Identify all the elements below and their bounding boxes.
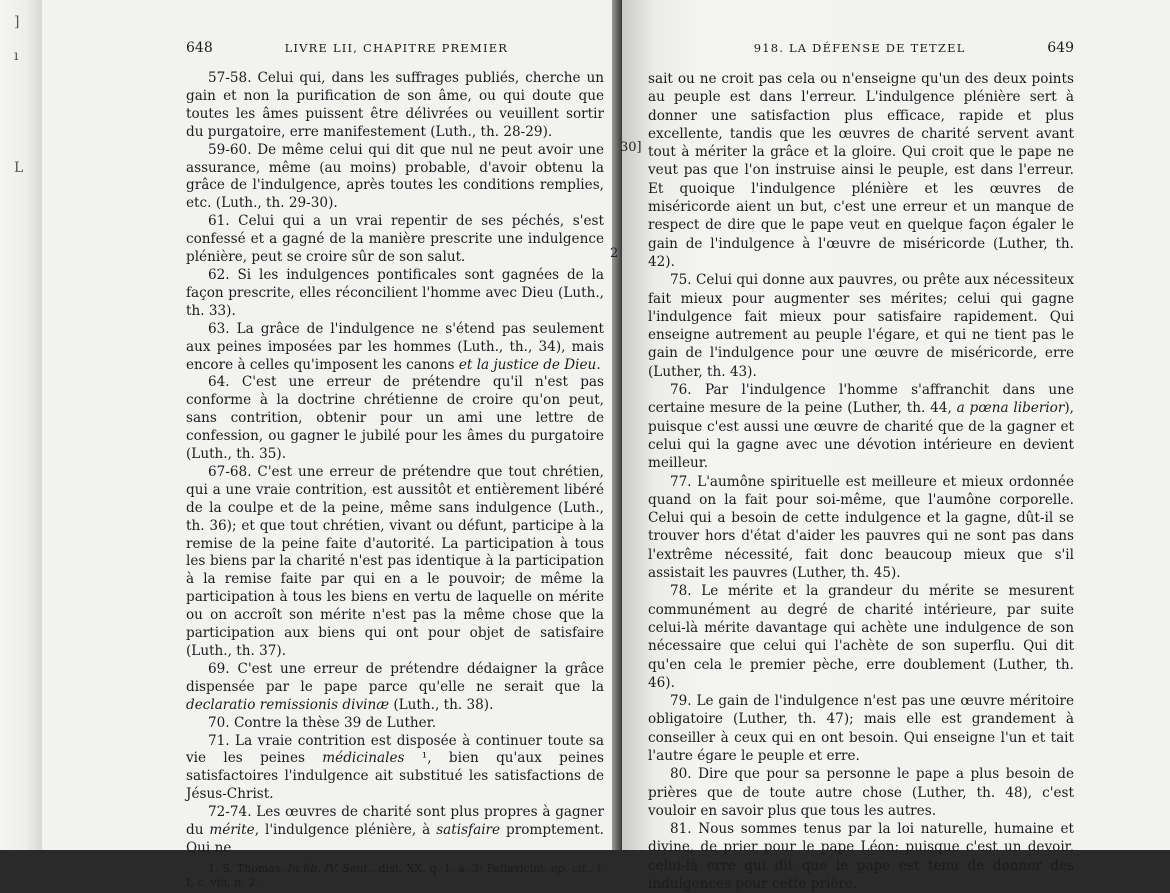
edge-mark: ] (14, 14, 20, 30)
italic-text: mérite (209, 822, 255, 839)
text-run: , dist. XX, q. 1, a. 3; Pallavicini, (371, 861, 552, 875)
scan-edge (0, 0, 42, 850)
text-run: 75. Celui qui donne aux pauvres, ou prête aux nécessiteux fait mieux pour augmenter ses mérites; celui qui gagne l'indulgence fait mieux pour satisfaire rapidement. Qui enseigne autrement au peuple l'égare, et qui ne tient pas le gain de l'indulgence pour une œuvre de miséricorde, erre (Luther, th. 43). (648, 272, 1074, 380)
text-run: 78. Le mérite et la grandeur du mérite se mesurent communément au degré de charité intérieure, par suite celui-là mérite davantage qui achète une indulgence de son nécessaire que celui qui l'achète de son superflu. Qui dit qu'en cela le premier pèche, erre doublement (Luther, th. 46). (648, 583, 1074, 691)
text-run: 57-58. Celui qui, dans les suffrages publiés, cherche un gain et non la purification de son âme, ou qui doute que toutes les âmes puissent être délivrées ou veuillent sortir du purgatoire, erre manifestement (Luth., th. 28-29). (186, 70, 604, 140)
paragraph (648, 473, 1074, 583)
text-run: sait ou ne croit pas cela ou n'enseigne qu'un des deux points au peuple est dans l'erreur. L'indulgence plénière sert à donner une satisfaction plus efficace, rapide et plus excellente, tandis que les œuvres de charité servent avant tout à mériter la grâce et la gloire. Qui croit que le pape ne veut pas que l'on instruise ainsi le peuple, est dans l'erreur. Et quoique l'indulgence plénière et les œuvres de miséricorde aient un but, c'est une erreur et un manque de respect de dire que le pape veut en quelque façon égaler le gain de l'indulgence à l'œuvre de miséricorde (Luther, th. 42). (648, 71, 1074, 270)
italic-text: declaratio remissionis divinæ (186, 696, 390, 713)
paragraph (186, 715, 604, 733)
text-run: ), puisque c'est aussi une œuvre de charité que de la gagner et celui qui la gagne avec une dévotion intérieure en devient meilleur. (648, 400, 1074, 472)
running-head (648, 40, 1074, 56)
italic-text: In lib. IV, Sent. (287, 861, 372, 875)
right-page (622, 0, 1170, 893)
paragraph (186, 267, 604, 321)
paragraph (186, 142, 604, 214)
text-run: 81. Nous sommes tenus par la loi naturelle, humaine et divine, de prier pour le pape Léon; puisque c'est un devoir, celui-là erre qui dit que le pape est tenu de donner des indulgences pour cette prière. (648, 821, 1074, 893)
text-run: 67-68. C'est une erreur de prétendre que tout chrétien, qui a une vraie contrition, est aussitôt et entièrement libéré de la coulpe et de la peine, même sans indulgence (Luth., th. 36); et que tout chrétien, vivant ou défunt, participe à la remise de la peine faite d'autorité. La participation à tous les biens par la charité n'est pas identique à la participation à la remise faite par qui en a le pouvoir; de même la participation à tous les biens en vertu de laquelle on mérite ou on accroît son mérite n'est pas la même chose que la participation aux biens qui ont pour objet de satisfaire (Luth., th. 37). (186, 463, 604, 659)
text-run: 69. C'est une erreur de prétendre dédaigner la grâce dispensée par le pape parce qu'elle ne serait que la (186, 660, 604, 695)
paragraph (186, 213, 604, 267)
text-run: 59-60. De même celui qui dit que nul ne peut avoir une assurance, même (au moins) probable, d'avoir obtenu la grâce de l'indulgence, après toutes les conditions remplies, etc. (Luth., th. 29-30). (186, 141, 604, 212)
footnote (186, 862, 604, 890)
paragraph (186, 804, 604, 858)
text-run: 70. Contre la thèse 39 de Luther. (208, 714, 437, 731)
text-run: (Luth., th. 38). (389, 696, 494, 713)
italic-text: a pœna liberior (956, 400, 1065, 417)
right-body-text (648, 70, 1074, 893)
paragraph (648, 820, 1074, 893)
text-run: 1. S. Thomas, (208, 861, 288, 875)
paragraph (186, 70, 604, 142)
paragraph (648, 582, 1074, 692)
italic-text: et la justice de Dieu (458, 356, 597, 373)
text-run: 71. La vraie contrition est disposée à continuer toute sa vie les peines (186, 732, 604, 767)
edge-mark: L (14, 160, 24, 176)
page-number: 649 (1047, 40, 1074, 56)
text-run: 64. C'est une erreur de prétendre qu'il n'est pas conforme à la doctrine chrétienne de croire qu'on peut, sans contrition, obtenir pour un ami une lettre de confession, ou gagner le jubilé pour les âmes du purgatoire (Luth., th. 35). (186, 374, 604, 463)
text-run: ¹, bien qu'aux peines satisfactoires l'indulgence ait substitué les satisfactions de Jésus-Christ. (186, 750, 604, 803)
text-run: 62. Si les indulgences pontificales sont gagnées de la façon prescrite, elles réconcilient l'homme avec Dieu (Luth., th. 33). (186, 266, 604, 319)
left-body-text (186, 70, 604, 858)
text-run: 80. Dire que pour sa personne le pape a plus besoin de prières que de toute autre chose (Luther, th. 48), c'est vouloir en savoir plus que tous les autres. (648, 766, 1074, 819)
text-run: 63. La grâce de l'indulgence ne s'étend pas seulement aux peines imposées par les hommes (Luth., th., 34), mais encore à celles qu'imposent les canons (186, 320, 604, 373)
text-run: 79. Le gain de l'indulgence n'est pas une œuvre méritoire obligatoire (Luther, th. 47); mais elle est grandement à conseiller à ceux qui en ont besoin. Qui enseigne l'un et tait l'autre égare le peuple et erre. (648, 693, 1074, 764)
paragraph (648, 271, 1074, 381)
page-number: 648 (186, 40, 213, 56)
text-run: promptement. Qui ne (186, 822, 604, 856)
paragraph (186, 733, 604, 805)
text-run: , l. I, c. viii, n. 2. (186, 861, 604, 889)
text-run: 61. Celui qui a un vrai repentir de ses péchés, s'est confessé et a gagné de la manière prescrite une indulgence plénière, peut se croire sûr de son salut. (186, 213, 604, 266)
paragraph (186, 321, 604, 375)
margin-marker: 2 (610, 246, 619, 261)
text-run: 77. L'aumône spirituelle est meilleure et mieux ordonnée quand on la fait pour soi-même, que l'aumône corporelle. Celui qui a besoin de cette indulgence et la gagne, dût-il se trouver hors d'état d'aider les pauvres qui ne sont pas dans l'extrême nécessité, fait donc beaucoup mieux que s'il assistait les pauvres (Luther, th. 45). (648, 473, 1074, 582)
paragraph (186, 661, 604, 715)
paragraph (648, 70, 1074, 271)
paragraph (648, 692, 1074, 765)
running-head-title: 918. LA DÉFENSE DE TETZEL (753, 41, 966, 55)
edge-mark: ı (14, 48, 19, 64)
paragraph (648, 765, 1074, 820)
italic-text: satisfaire (436, 822, 501, 839)
paragraph (186, 464, 604, 661)
text-run: , l'indulgence plénière, à (254, 822, 437, 839)
paragraph (648, 381, 1074, 472)
text-run: . (596, 356, 601, 373)
text-run: 76. Par l'indulgence l'homme s'affranchit dans une certaine mesure de la peine (Luther, th. 44, (648, 382, 1074, 417)
running-head-title: LIVRE LII, CHAPITRE PREMIER (284, 41, 509, 55)
text-run: 72-74. Les œuvres de charité sont plus propres à gagner du (186, 804, 604, 839)
margin-marker: 30] (620, 140, 642, 155)
left-page (42, 0, 622, 889)
paragraph (186, 374, 604, 464)
italic-text: médicinales (322, 750, 405, 767)
italic-text: op. cit. (551, 861, 590, 875)
running-head (186, 40, 604, 56)
